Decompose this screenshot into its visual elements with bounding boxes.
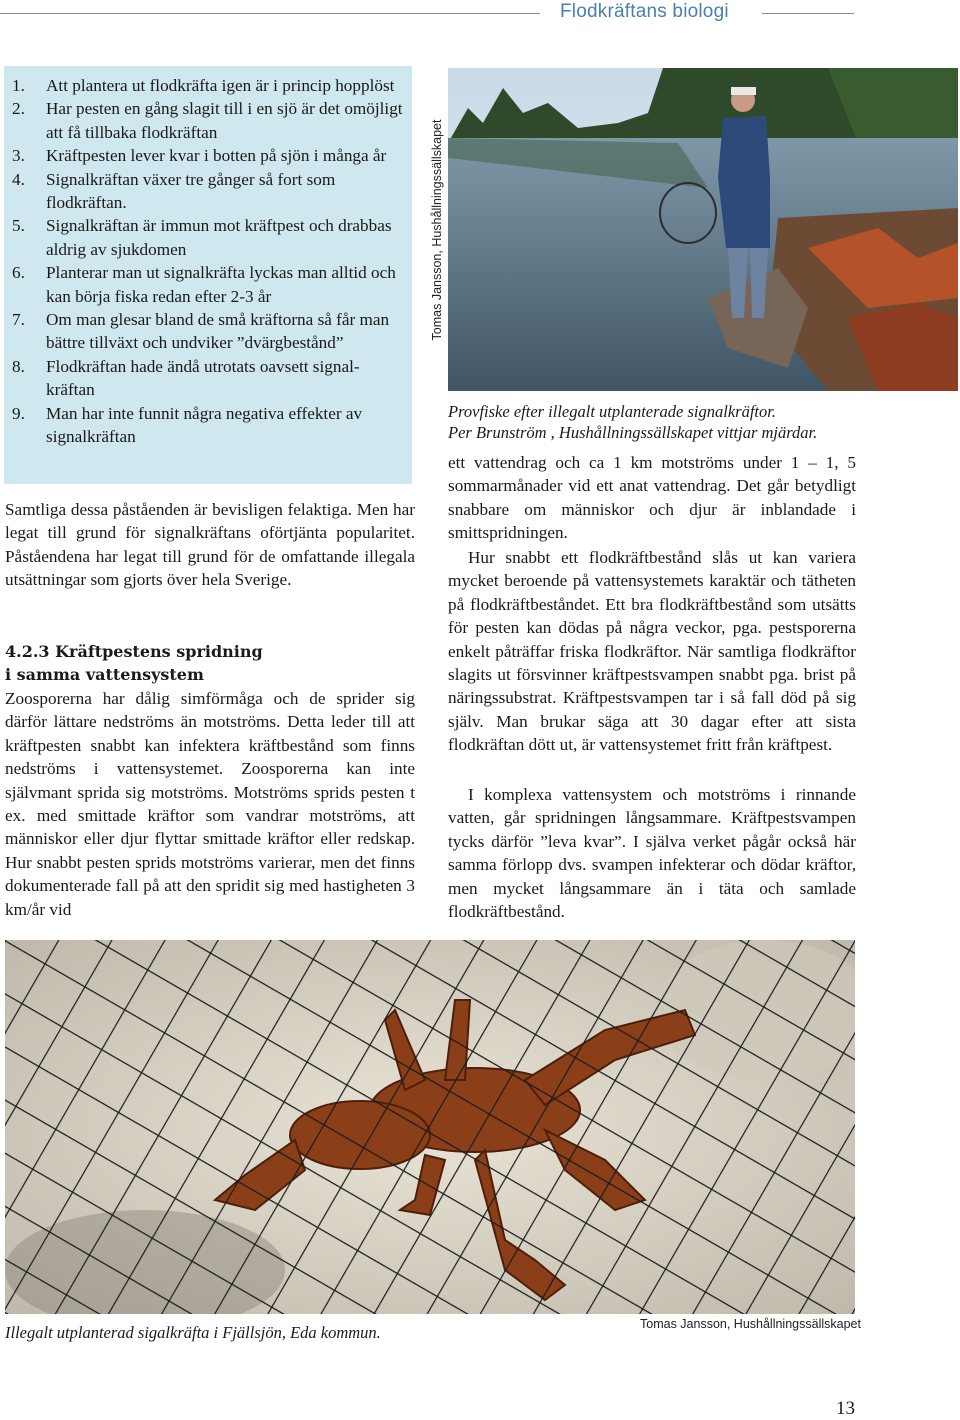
spread-paragraph: Zoosporerna har dålig simförmåga och de sprider sig därför lättare nedströms än motströms. Detta leder till att kräftpesten snabbt kan infektera kräftbestånd som finns nedströms i vattensystemet. Zoosporerna kan inte självmant sprida sig motströms. Motströms sprids pesten t ex. med smittade kräftor som vandrar motströms, att människor eller djur flyttar smittade kräftor eller redskap. Hur snabbt pesten sprids motströms varierar, men det finns dokumenterade fall på att den spridit sig med hastigheten 3 km/år vid xyxy=(5,689,415,919)
myth-text: Planterar man ut signalkräfta lyckas man alltid och kan börja fiska redan efter 2-3 år xyxy=(46,263,396,306)
myth-item-5: 5. Signalkräftan är immun mot kräftpest och drabbas aldrig av sjukdomen xyxy=(12,216,392,259)
myth-item-4: 4. Signalkräftan växer tre gånger så fort som flodkräftan. xyxy=(12,169,336,213)
section-heading-line2: i samma vattensystem xyxy=(5,665,204,685)
myth-item-8: 8. Flodkräftan hade ändå utrotats oavsett signal-kräftan xyxy=(12,356,360,400)
myth-item-9: 9. Man har inte funnit några negativa effekter av signalkräftan xyxy=(12,403,363,447)
myth-item-3: 3. Kräftpesten lever kvar i botten på sjön i många år xyxy=(12,146,387,166)
right-paragraph-1: ett vattendrag och ca 1 km motströms under 1 – 1, 5 sommarmånader vid ett anat vattendrag. Det går betydligt snabbare om människor och djur är inblandade i smittspridningen. xyxy=(448,453,856,543)
crayfish-image xyxy=(5,940,855,1314)
top-photo-caption-line1: Provfiske efter illegalt utplanterade signalkräftor. xyxy=(448,402,776,421)
right-paragraph-3: I komplexa vattensystem och motströms i rinnande vatten, går spridningen långsammare. Kräftpestsvampen tycks därför ”leva kvar”. I själva verket pågår också här samma förlopp dvs. svampen infekterar och dödar kräftor, men mycket långsammare än i täta och samlade flodkräftbestånd. xyxy=(448,785,856,922)
crayfish-photo xyxy=(5,940,855,1314)
myth-text: Man har inte funnit några negativa effekter av signalkräftan xyxy=(46,403,363,447)
top-photo-credit: Tomas Jansson, Hushållningssällskapet xyxy=(430,119,444,341)
myth-text: Signalkräftan växer tre gånger så fort som flodkräftan. xyxy=(46,169,336,213)
myth-item-1: 1. Att plantera ut flodkräfta igen är i princip hopplöst xyxy=(12,76,395,95)
myth-item-2: 2. Har pesten en gång slagit till i en sjö är det omöjligt att få tillbaka flodkräftan xyxy=(12,99,403,142)
myth-text: Att plantera ut flodkräfta igen är i princip hopplöst xyxy=(46,76,395,95)
lake-fishing-photo xyxy=(448,68,958,391)
myth-text: Kräftpesten lever kvar i botten på sjön i många år xyxy=(46,146,387,166)
section-heading xyxy=(5,640,415,687)
right-paragraph-2: Hur snabbt ett flodkräftbestånd slås ut kan variera mycket beroende på vattensystemets karaktär och tätheten på flodkräftbeståndet. Ett bra flodkräftbestånd som utsätts för pesten kan dödas på några veckor, pga. pestsporerna enkelt påträffar friska flodkräftor. När samtliga flodkräftor slagits ut försvinner kräftpestsvampen snabbt pga. brist på näringssubstrat. Kräftpestsvampen tar i så fall död på sig själv. Man brukar säga att 30 dagar efter att sista flodkräftan dött ut, är vattensystemet fritt från kräftpest. xyxy=(448,548,856,755)
header-rule-right xyxy=(762,13,854,14)
page-number: 13 xyxy=(836,1398,855,1419)
section-heading-line1: 4.2.3 Kräftpestens spridning xyxy=(5,642,263,661)
myth-text: Har pesten en gång slagit till i en sjö är det omöjligt att få tillbaka flodkräftan xyxy=(46,99,403,142)
bottom-photo-caption: Illegalt utplanterad sigalkräfta i Fjällsjön, Eda kommun. xyxy=(5,1323,381,1342)
header-rule-left xyxy=(0,13,540,14)
bottom-photo-credit: Tomas Jansson, Hushållningssällskapet xyxy=(640,1317,861,1331)
myth-item-6: 6. Planterar man ut signalkräfta lyckas man alltid och kan börja fiska redan efter 2-3 år xyxy=(12,263,396,306)
myth-list xyxy=(12,74,404,449)
myth-text: Flodkräftan hade ändå utrotats oavsett signal-kräftan xyxy=(46,356,360,400)
myth-text: Om man glesar bland de små kräftorna så får man bättre tillväxt och undviker ”dvärgbestånd” xyxy=(46,310,390,353)
lake-fishing-image xyxy=(448,68,958,391)
myth-text: Signalkräftan är immun mot kräftpest och drabbas aldrig av sjukdomen xyxy=(46,216,392,259)
intro-paragraph: Samtliga dessa påståenden är bevisligen felaktiga. Men har legat till grund för signalkräftans oförtjänta popularitet. Påståendena har legat till grund för de omfattande illegala utsättningar som gjorts över hela Sverige. xyxy=(5,500,415,590)
top-photo-caption-line2: Per Brunström , Hushållningssällskapet vittjar mjärdar. xyxy=(448,423,818,442)
top-photo-caption xyxy=(448,401,878,443)
running-header-title: Flodkräftans biologi xyxy=(560,1,729,22)
myth-list-box xyxy=(4,66,412,484)
myth-item-7: 7. Om man glesar bland de små kräftorna så får man bättre tillväxt och undviker ”dvärgbestånd” xyxy=(12,310,390,353)
